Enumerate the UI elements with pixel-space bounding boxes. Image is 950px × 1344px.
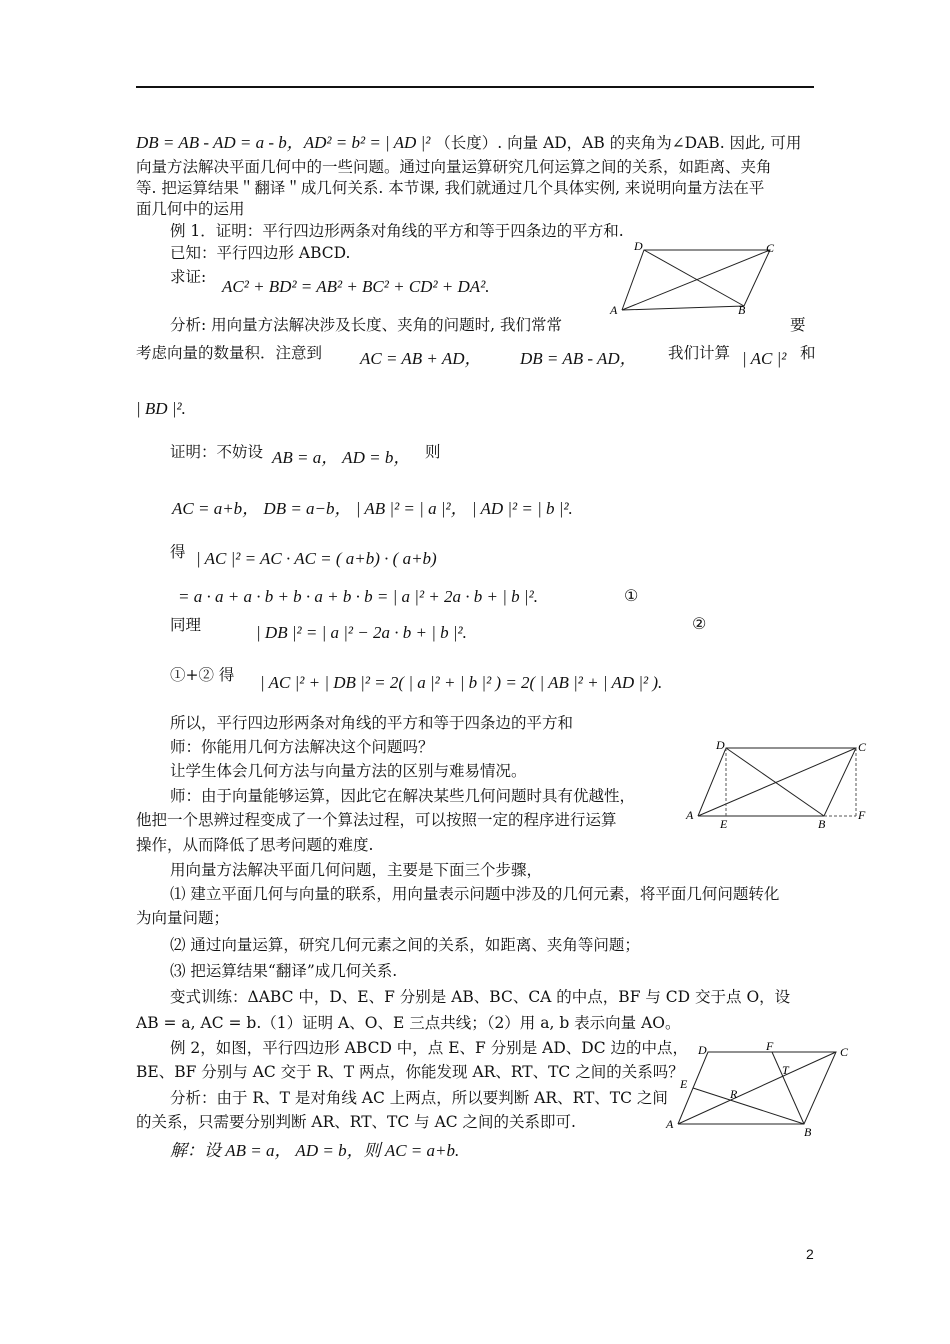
intro-line-1 — [136, 132, 801, 154]
intro-line-4: 面几何中的运用 — [136, 200, 245, 218]
fig3-label-t: T — [782, 1063, 789, 1077]
proof-then: 则 — [425, 443, 441, 461]
header-rule — [136, 86, 814, 88]
example-2-line-1: 例 2，如图，平行四边形 ABCD 中，点 E、F 分别是 AD、DC 边的中点， — [170, 1039, 688, 1057]
fig2-label-a: A — [686, 808, 694, 822]
fig3-label-e: E — [680, 1077, 688, 1091]
fig2-label-d: D — [716, 738, 725, 752]
fig2-label-e: E — [720, 817, 728, 831]
fig2-label-c: C — [858, 740, 867, 754]
page-number: 2 — [806, 1246, 814, 1262]
example-1-given: 已知：平行四边形 ABCD. — [170, 244, 351, 262]
fig1-label-a: A — [610, 303, 618, 317]
analysis-line-1-end: 要 — [790, 316, 806, 334]
variant-line-1: 变式训练：ΔABC 中，D、E、F 分别是 AB、BC、CA 的中点，BF 与 CD 交于点 O，设 — [170, 988, 791, 1006]
example-1-title: 例 1．证明：平行四边形两条对角线的平方和等于四条边的平方和. — [170, 222, 624, 240]
fig1-label-b: B — [738, 303, 746, 317]
conclusion: 所以，平行四边形两条对角线的平方和等于四条边的平方和 — [170, 714, 574, 732]
example-1-prove-label: 求证: — [170, 268, 207, 286]
equation-mark-2: ② — [692, 614, 707, 633]
analysis-and: 和 — [800, 344, 816, 362]
teacher-line-1: 师：由于向量能够运算，因此它在解决某些几何问题时具有优越性， — [170, 787, 636, 805]
fig3-label-c: C — [840, 1045, 849, 1059]
example-2-line-2: BE、BF 分别与 AC 交于 R、T 两点，你能发现 AR、RT、TC 之间的关系吗？ — [136, 1063, 684, 1081]
intro-text: （长度）. 向量 AD，AB 的夹角为∠DAB. 因此, 可用 — [435, 134, 802, 152]
intro-line-2: 向量方法解决平面几何中的一些问题。通过向量运算研究几何运算之间的关系，如距离、夹角 — [136, 158, 772, 176]
fig3-label-d: D — [698, 1043, 707, 1057]
sum-formula: | AC |² + | DB |² = 2( | a |² + | b |² ) = 2( | AB |² + | AD |² ). — [260, 673, 663, 692]
similarly-formula: | DB |² = | a |² − 2a · b + | b |². — [256, 623, 467, 642]
fig3-label-b: B — [804, 1125, 812, 1139]
fig3-label-r: R — [730, 1087, 738, 1101]
derive-label: 得 — [170, 543, 186, 561]
similarly-label: 同理 — [170, 616, 202, 634]
variant-line-2: AB = a, AC = b.（1）证明 A、O、E 三点共线；（2）用 a, b 表示向量 AO。 — [136, 1014, 681, 1032]
analysis-line-2: 考虑向量的数量积．注意到 — [136, 344, 323, 362]
student-note: 让学生体会几何方法与向量方法的区别与难易情况。 — [170, 762, 527, 780]
analysis-we-compute: 我们计算 — [668, 344, 731, 362]
sum-label: ①+② 得 — [170, 666, 235, 684]
fig3-label-a: A — [666, 1117, 674, 1131]
analysis-math-2: DB = AB - AD， — [520, 349, 637, 368]
step-3: ⑶ 把运算结果“翻译”成几何关系. — [170, 962, 398, 980]
example-2-analysis-1: 分析：由于 R、T 是对角线 AC 上两点，所以要判断 AR、RT、TC 之间 — [170, 1089, 668, 1107]
intro-math: DB = AB - AD = a - b，AD² = b² = | AD |² — [136, 133, 431, 152]
fig1-label-d: D — [634, 239, 643, 253]
steps-title: 用向量方法解决平面几何问题，主要是下面三个步骤， — [170, 861, 543, 879]
fig3-label-f: F — [766, 1039, 774, 1053]
expand-formula: = a · a + a · b + b · a + b · b = | a |² + 2a · b + | b |². — [178, 587, 538, 606]
analysis-math-4: | BD |². — [136, 399, 186, 418]
step-1-line-2: 为向量问题； — [136, 909, 230, 927]
fig2-label-f: F — [858, 808, 866, 822]
parallelogram-figure-3 — [664, 1036, 864, 1140]
example-2-solution: 解：设 AB = a， AD = b，则 AC = a+b. — [170, 1141, 460, 1160]
proof-vectors-line: AC = a+b， DB = a−b， | AB |² = | a |²， | AD |² = | b |². — [172, 499, 573, 518]
equation-mark-1: ① — [624, 586, 639, 605]
teacher-question: 师：你能用几何方法解决这个问题吗？ — [170, 738, 434, 756]
analysis-math-3: | AC |² — [742, 349, 787, 368]
parallelogram-figure-1 — [604, 238, 784, 318]
teacher-line-2: 他把一个思辨过程变成了一个算法过程，可以按照一定的程序进行运算 — [136, 811, 617, 829]
parallelogram-figure-2 — [684, 736, 874, 832]
intro-line-3: 等. 把运算结果＂翻译＂成几何关系. 本节课, 我们就通过几个具体实例, 来说明向量方法在平 — [136, 179, 765, 197]
proof-label: 证明：不妨设 — [170, 443, 264, 461]
example-2-analysis-2: 的关系，只需要分别判断 AR、RT、TC 与 AC 之间的关系即可. — [136, 1113, 576, 1131]
step-2: ⑵ 通过向量运算，研究几何元素之间的关系，如距离、夹角等问题； — [170, 936, 640, 954]
step-1-line-1: ⑴ 建立平面几何与向量的联系，用向量表示问题中涉及的几何元素，将平面几何问题转化 — [170, 885, 780, 903]
example-1-prove-formula: AC² + BD² = AB² + BC² + CD² + DA². — [222, 277, 490, 296]
analysis-math-1: AC = AB + AD， — [360, 349, 482, 368]
fig1-label-c: C — [766, 241, 775, 255]
fig2-label-b: B — [818, 817, 826, 831]
analysis-line-1: 分析: 用向量方法解决涉及长度、夹角的问题时, 我们常常 — [170, 316, 563, 334]
derive-formula: | AC |² = AC · AC = ( a+b) · ( a+b) — [196, 549, 437, 568]
teacher-line-3: 操作，从而降低了思考问题的难度. — [136, 836, 374, 854]
proof-assume: AB = a， AD = b， — [272, 448, 411, 467]
